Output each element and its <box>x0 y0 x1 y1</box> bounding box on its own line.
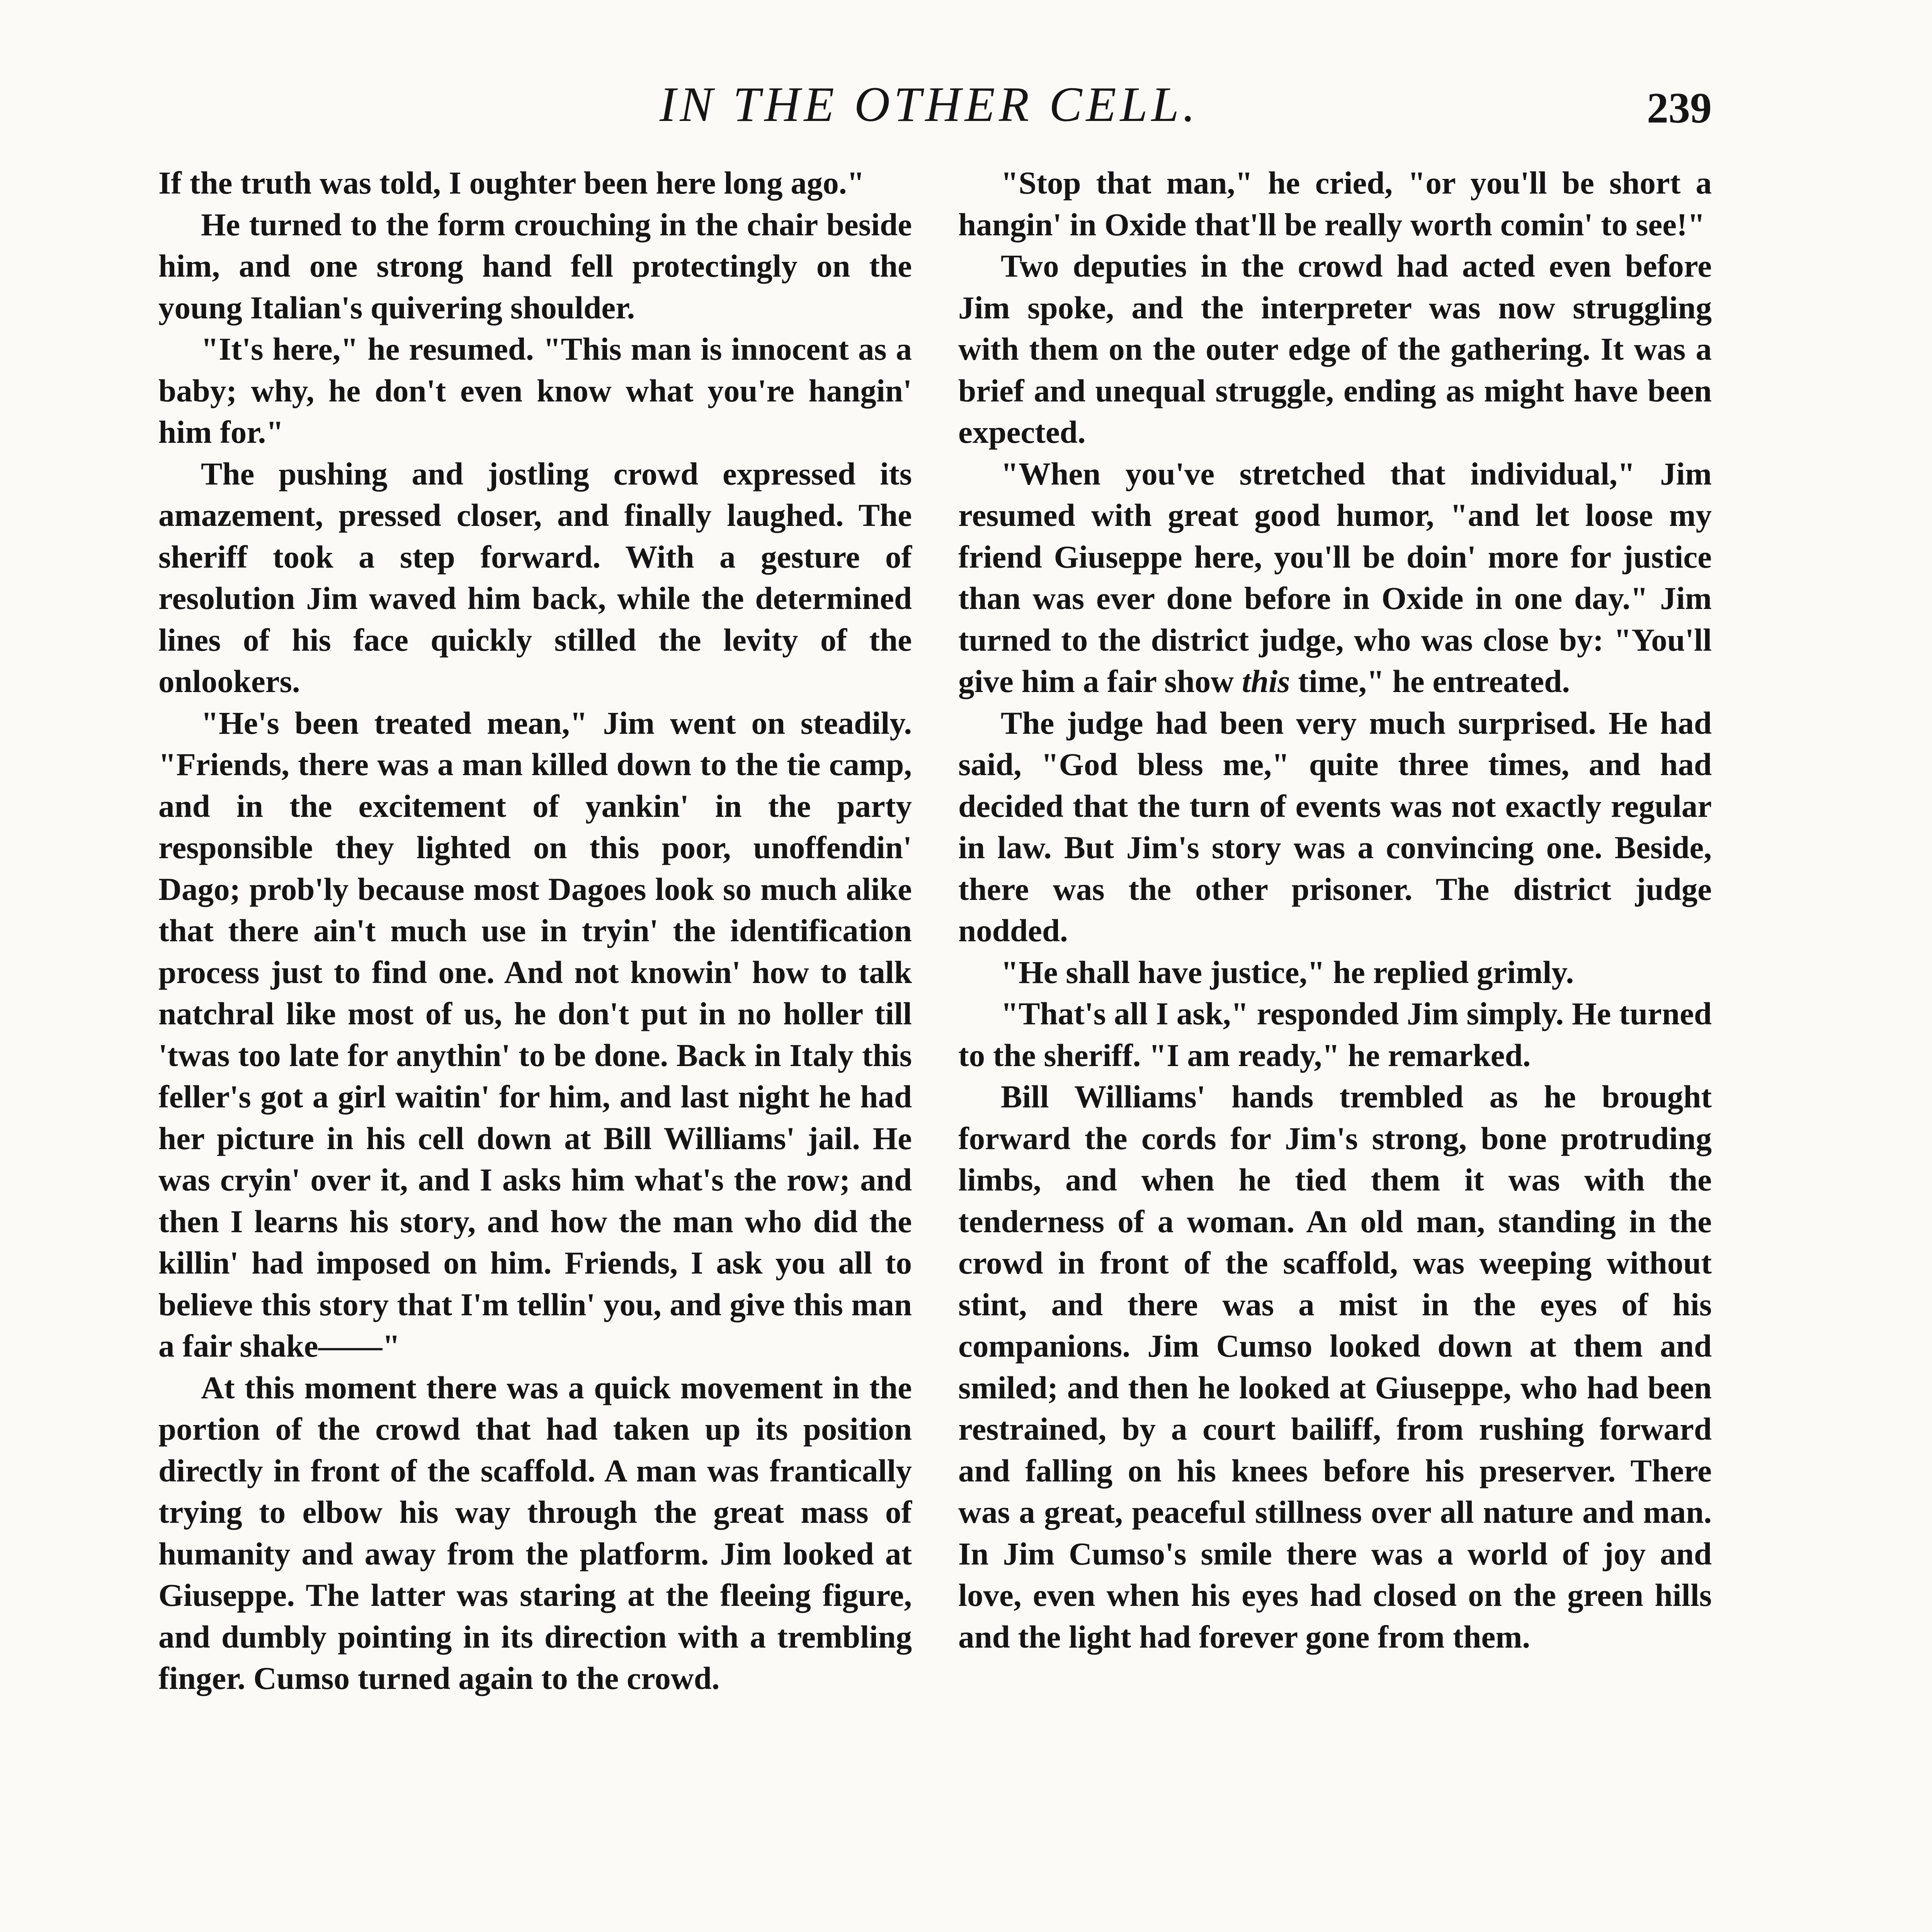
paragraph: Two deputies in the crowd had acted even before Jim spoke, and the interpreter was now struggling with them on the outer edge of the gathering. It was a brief and unequal struggle, ending as might have been expected. <box>958 248 1712 450</box>
plea-end: time," he entreated. <box>1290 663 1570 699</box>
page-number: 239 <box>1647 84 1712 132</box>
paragraph: "That's all I ask," responded Jim simply. He turned to the sheriff. "I am ready," he remarked. <box>958 996 1712 1073</box>
paragraph: Bill Williams' hands trembled as he brought forward the cords for Jim's strong, bone protruding limbs, and when he tied them it was with the tenderness of a woman. An old man, standing in the crowd in front of the scaffold, was weeping without stint, and there was a mist in the eyes of his companions. Jim Cumso looked down at them and smiled; and then he looked at Giuseppe, who had been restrained, by a court bailiff, from rushing forward and falling on his knees before his preserver. There was a great, peaceful stillness over all nature and man. In Jim Cumso's smile there was a world of joy and love, even when his eyes had closed on the green hills and the light had forever gone from them. <box>958 1079 1712 1655</box>
running-head <box>147 70 1712 147</box>
paragraph: The pushing and jostling crowd expressed its amazement, pressed closer, and finally laughed. The sheriff took a step forward. With a gesture of resolution Jim waved him back, while the determined lines of his face quickly stilled the levity of the onlookers. <box>158 456 912 699</box>
paragraph: If the truth was told, I oughter been here long ago." <box>158 165 865 201</box>
paragraph: "He's been treated mean," Jim went on steadily. "Friends, there was a man killed down to the tie camp, and in the excitement of yankin' in the party responsible they lighted on this poor, unoffendin' Dago; prob'ly because most Dagoes look so much alike that there ain't much use in tryin' the identification process just to find one. And not knowin' how to talk natchral like most of us, he don't put in no holler till 'twas too late for anythin' to be done. Back in Italy this feller's got a girl waitin' for him, and last night he had her picture in his cell down at Bill Williams' jail. He was cryin' over it, and I asks him what's the row; and then I learns his story, and how the man who did the killin' had imposed on him. Friends, I ask you all to believe this story that I'm tellin' you, and give this man a fair shake——" <box>158 705 912 1364</box>
paragraph: "It's here," he resumed. "This man is innocent as a baby; why, he don't even know what you're hangin' him for." <box>158 331 912 450</box>
plea-start: "You'll give him a fair show <box>958 622 1712 699</box>
paragraph: He turned to the form crouching in the chair beside him, and one strong hand fell protectingly on the young Italian's quivering shoulder. <box>158 206 912 325</box>
page-title: IN THE OTHER CELL. <box>659 77 1199 132</box>
paragraph: "Stop that man," he cried, "or you'll be short a hangin' in Oxide that'll be really worth comin' to see!" <box>958 165 1712 242</box>
right-column <box>958 162 1712 1658</box>
paragraph: At this moment there was a quick movement in the portion of the crowd that had taken up its position directly in front of the scaffold. A man was frantically trying to elbow his way through the great mass of humanity and away from the platform. Jim looked at Giuseppe. The latter was staring at the fleeing figure, and dumbly pointing in its direction with a trembling finger. Cumso turned again to the crowd. <box>158 1369 912 1696</box>
left-column <box>158 162 912 1699</box>
paragraph-text: "When you've stretched that individual," Jim resumed with great good humor, "and let loose my friend Giuseppe here, you'll be doin' more for justice than was ever done before in Oxide in one day." Jim turned to the district judge, who was close by: <box>958 456 1712 658</box>
paragraph: The judge had been very much surprised. He had said, "God bless me," quite three times, and had decided that the turn of events was not exactly regular in law. But Jim's story was a convincing one. Beside, there was the other prisoner. The district judge nodded. <box>958 705 1712 948</box>
emphasized-word: this <box>1242 663 1290 699</box>
paragraph <box>958 453 1712 702</box>
paragraph: "He shall have justice," he replied grimly. <box>1001 954 1574 990</box>
